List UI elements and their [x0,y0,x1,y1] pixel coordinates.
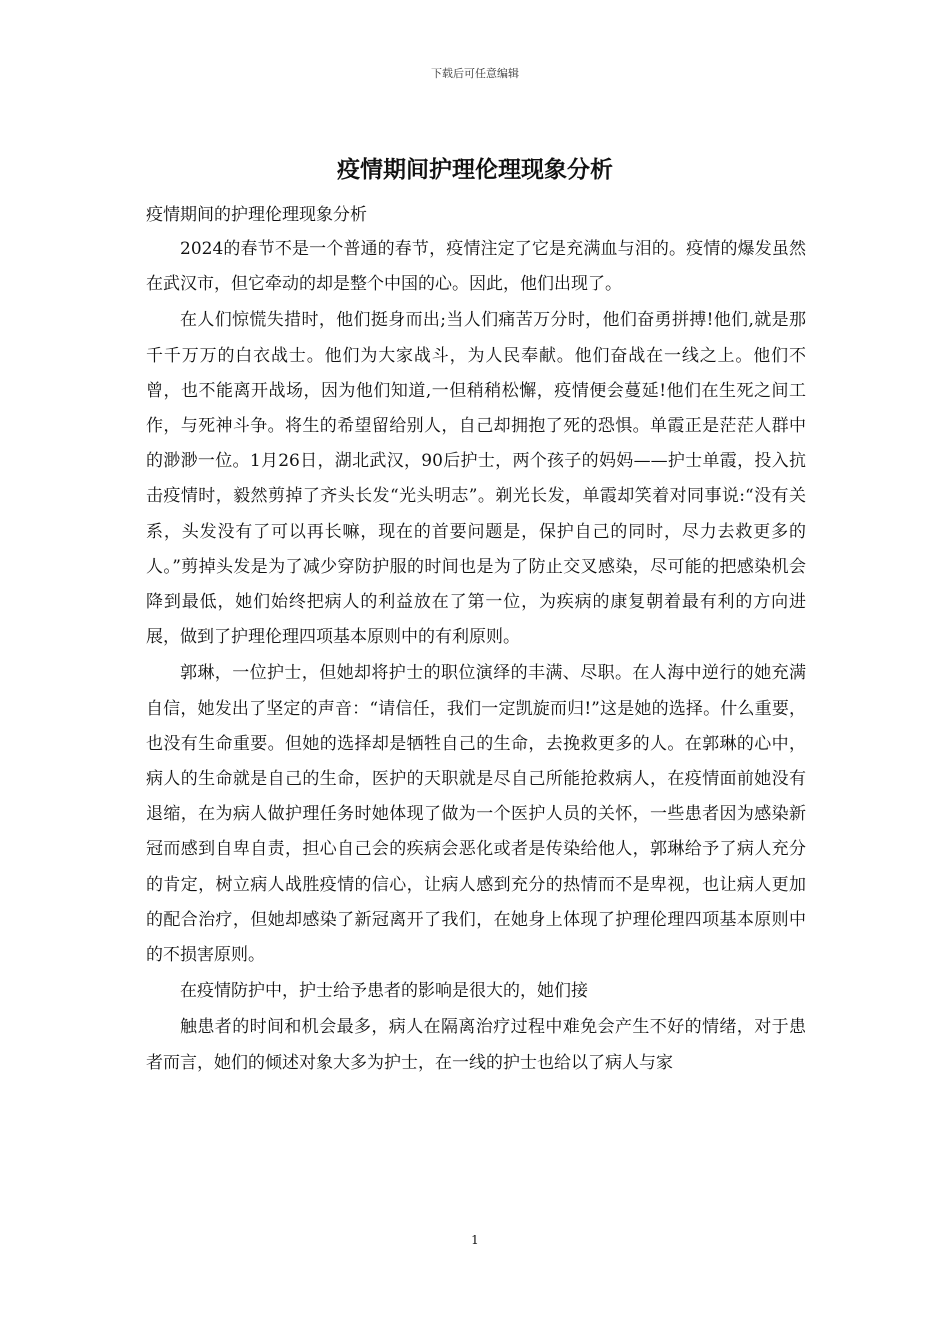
paragraph-4: 在疫情防护中，护士给予患者的影响是很大的，她们接 [180,981,588,1002]
document-title: 疫情期间护理伦理现象分析 [337,156,613,183]
page-number: 1 [471,1233,479,1247]
document-subtitle: 疫情期间的护理伦理现象分析 [146,205,367,225]
paragraph-5: 触患者的时间和机会最多，病人在隔离治疗过程中难免会产生不好的情绪，对于患者而言，她们的倾述对象大多为护士，在一线的护士也给以了病人与家 [146,1017,806,1073]
paragraph-1: 2024的春节不是一个普通的春节，疫情注定了它是充满血与泪的。疫情的爆发虽然在武汉市，但它牵动的却是整个中国的心。因此，他们出现了。 [146,239,806,295]
header-note: 下载后可任意编辑 [431,67,519,80]
paragraph-3: 郭琳，一位护士，但她却将护士的职位演绎的丰满、尽职。在人海中逆行的她充满自信，她发出了坚定的声音：“请信任，我们一定凯旋而归!”这是她的选择。什么重要，也没有生命重要。但她的选择却是牺牲自己的生命，去挽救更多的人。在郭琳的心中，病人的生命就是自己的生命，医护的天职就是尽自己所能抢救病人，在疫情面前她没有退缩，在为病人做护理任务时她体现了做为一个医护人员的关怀，一些患者因为感染新冠而感到自卑自责，担心自己会的疾病会恶化或者是传染给他人，郭琳给予了病人充分的肯定，树立病人战胜疫情的信心，让病人感到充分的热情而不是卑视，也让病人更加的配合治疗，但她却感染了新冠离开了我们，在她身上体现了护理伦理四项基本原则中的不损害原则。 [146,663,806,966]
paragraph-2: 在人们惊慌失措时，他们挺身而出;当人们痛苦万分时，他们奋勇拼搏!他们,就是那千千万万的白衣战士。他们为大家战斗，为人民奉献。他们奋战在一线之上。他们不曾，也不能离开战场，因为他们知道,一但稍稍松懈，疫情便会蔓延!他们在生死之间工作，与死神斗争。将生的希望留给别人，自己却拥抱了死的恐惧。单霞正是茫茫人群中的渺渺一位。1月26日，湖北武汉，90后护士，两个孩子的妈妈——护士单霞，投入抗击疫情时，毅然剪掉了齐头长发“光头明志”。剃光长发，单霞却笑着对同事说:“没有关系，头发没有了可以再长嘛，现在的首要问题是，保护自己的同时，尽力去救更多的人。”剪掉头发是为了减少穿防护服的时间也是为了防止交叉感染，尽可能的把感染机会降到最低，她们始终把病人的利益放在了第一位，为疾病的康复朝着最有利的方向进展，做到了护理伦理四项基本原则中的有利原则。 [146,310,806,648]
document-body [146,198,806,1082]
